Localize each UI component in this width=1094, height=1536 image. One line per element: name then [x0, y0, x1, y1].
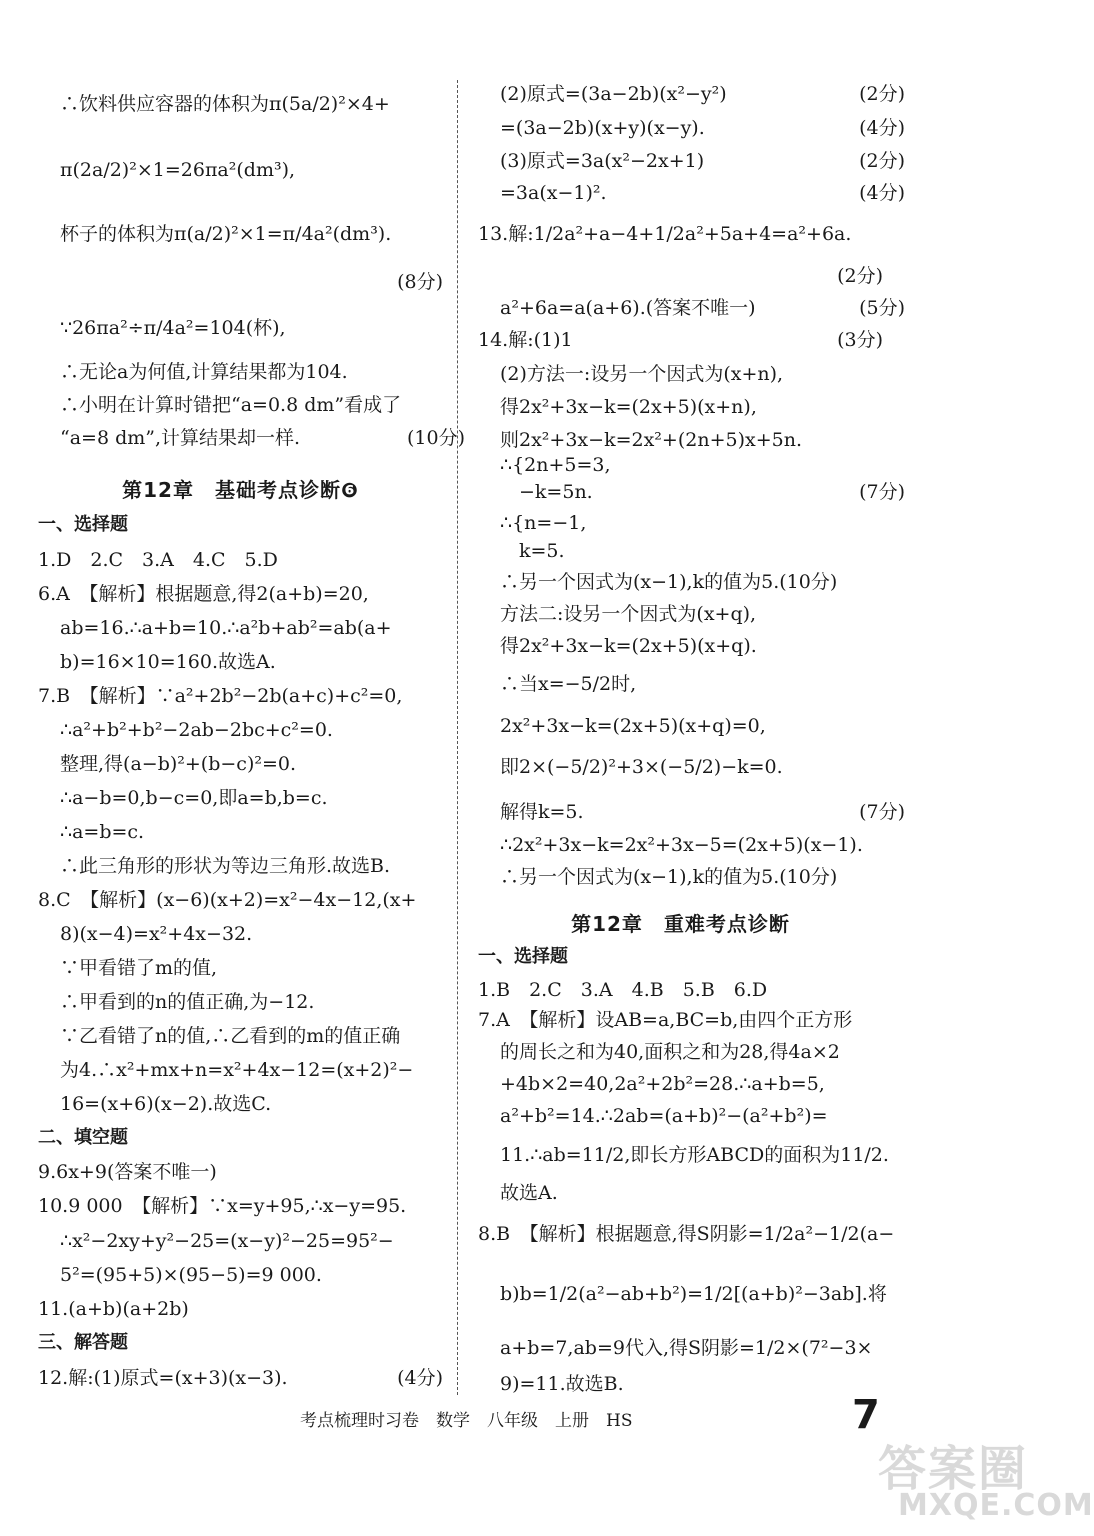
line-text: 12.解:(1)原式=(x+3)(x−3). [38, 1367, 288, 1389]
line-text: 一、选择题 [38, 514, 128, 535]
answer-line [38, 1263, 465, 1287]
answer-line [38, 1297, 443, 1321]
line-text: 10.9 000 【解析】∵x=y+95,∴x−y=95. [38, 1195, 407, 1217]
line-text: a+b=7,ab=9代入,得S阴影=1/2×(7²−3× [500, 1337, 873, 1359]
line-text: b)b=1/2(a²−ab+b²)=1/2[(a+b)²−3ab].将 [500, 1283, 887, 1305]
answer-line [478, 428, 905, 452]
score-mark: (7分) [859, 801, 905, 823]
answer-line [478, 296, 905, 320]
answer-line [478, 1143, 905, 1167]
answer-line [478, 1282, 905, 1306]
answer-line [478, 395, 905, 419]
score-mark: (4分) [859, 182, 905, 204]
line-text: ∵26πa²÷π/4a²=104(杯), [60, 317, 286, 339]
score-mark: (3分) [837, 329, 883, 351]
answer-line [38, 854, 465, 878]
answer-line [478, 800, 905, 824]
line-text: 13.解:1/2a²+a−4+1/2a²+5a+4=a²+6a. [478, 223, 852, 245]
answer-line [478, 1181, 905, 1205]
line-text: 得2x²+3x−k=(2x+5)(x+q). [500, 635, 757, 657]
line-text: ∴当x=−5/2时, [500, 673, 637, 695]
answer-line [38, 820, 465, 844]
page-number: 7 [852, 1392, 880, 1438]
answer-line [38, 222, 465, 246]
watermark-logo [878, 1430, 1094, 1530]
line-text: ∴另一个因式为(x−1),k的值为5.(10分) [500, 866, 838, 888]
line-text: 得2x²+3x−k=(2x+5)(x+n), [500, 396, 757, 418]
line-text: (2)原式=(3a−2b)(x²−y²) [500, 83, 727, 105]
answer-line [478, 602, 905, 626]
line-text: 16=(x+6)(x−2).故选C. [60, 1093, 272, 1115]
line-text: “a=8 dm”,计算结果却一样. [60, 427, 301, 449]
answer-line [38, 888, 443, 912]
chapter-heading [38, 478, 443, 502]
answer-line [38, 752, 465, 776]
score-mark: (2分) [859, 150, 905, 172]
answer-line [478, 511, 905, 535]
answer-line [478, 453, 905, 477]
line-text: 三、解答题 [38, 1332, 128, 1353]
answer-line [478, 978, 883, 1002]
line-text: ∴x²−2xy+y²−25=(x−y)²−25=95²− [60, 1230, 394, 1252]
line-text: ∴a²+b²+b²−2ab−2bc+c²=0. [60, 719, 333, 741]
line-text: 9.6x+9(答案不唯一) [38, 1161, 217, 1183]
line-text: b)=16×10=160.故选A. [60, 651, 276, 673]
line-text: ∴小明在计算时错把“a=0.8 dm”看成了 [60, 394, 402, 416]
line-text: 14.解:(1)1 [478, 329, 573, 351]
answer-line [478, 116, 905, 140]
line-text: 故选A. [500, 1182, 558, 1204]
line-text: ∴另一个因式为(x−1),k的值为5.(10分) [500, 571, 838, 593]
line-text: 整理,得(a−b)²+(b−c)²=0. [60, 753, 297, 775]
line-text: 8.B 【解析】根据题意,得S阴影=1/2a²−1/2(a− [478, 1223, 895, 1245]
answer-line [38, 92, 465, 116]
answer-line [38, 956, 465, 980]
chapter-heading [478, 912, 883, 936]
line-text: 的周长之和为40,面积之和为28,得4a×2 [500, 1041, 840, 1063]
line-text: k=5. [500, 540, 565, 562]
line-text: ∵乙看错了n的值,∴乙看到的m的值正确 [60, 1025, 401, 1047]
watermark-text: 答案圈 [878, 1441, 1029, 1497]
answer-line [478, 181, 905, 205]
line-text: ∴此三角形的形状为等边三角形.故选B. [60, 855, 391, 877]
answer-line [478, 1372, 905, 1396]
line-text: ∴无论a为何值,计算结果都为104. [60, 361, 348, 383]
line-text: 5²=(95+5)×(95−5)=9 000. [60, 1264, 322, 1286]
answer-line [38, 616, 465, 640]
answer-line [38, 360, 465, 384]
line-text: 7.A 【解析】设AB=a,BC=b,由四个正方形 [478, 1009, 853, 1031]
line-text: ∵甲看错了m的值, [60, 957, 218, 979]
answer-line [478, 480, 905, 504]
line-text: 第12章 基础考点诊断❻ [122, 478, 359, 502]
answer-line [38, 1229, 465, 1253]
line-text: π(2a/2)²×1=26πa²(dm³), [60, 159, 296, 181]
line-text: 为4.∴x²+mx+n=x²+4x−12=(x+2)²− [60, 1059, 414, 1081]
line-text: 1.B 2.C 3.A 4.B 5.B 6.D [478, 979, 768, 1001]
answer-line [38, 426, 465, 450]
line-text: 即2×(−5/2)²+3×(−5/2)−k=0. [500, 756, 783, 778]
score-mark: (2分) [859, 83, 905, 105]
line-text: 11.(a+b)(a+2b) [38, 1298, 189, 1320]
line-text: ab=16.∴a+b=10.∴a²b+ab²=ab(a+ [60, 617, 392, 639]
line-text: 7.B 【解析】∵a²+2b²−2b(a+c)+c²=0, [38, 685, 403, 707]
answer-line [38, 1160, 443, 1184]
answer-line [478, 1104, 905, 1128]
line-text: 解得k=5. [500, 801, 584, 823]
line-text: a²+6a=a(a+6).(答案不唯一) [500, 297, 756, 319]
answer-line [478, 1008, 883, 1032]
line-text: 杯子的体积为π(a/2)²×1=π/4a²(dm³). [60, 223, 392, 245]
line-text: (3)原式=3a(x²−2x+1) [500, 150, 705, 172]
answer-line [478, 865, 905, 889]
line-text: −k=5n. [500, 481, 593, 503]
answer-line [478, 570, 905, 594]
line-text: 方法二:设另一个因式为(x+q), [500, 603, 757, 625]
answer-line [478, 672, 905, 696]
answer-line [38, 650, 465, 674]
line-text: 二、填空题 [38, 1127, 128, 1148]
score-mark: (10分) [406, 427, 465, 449]
line-text: ∴{n=−1, [500, 512, 587, 534]
line-text: ∴a=b=c. [60, 821, 145, 843]
score-mark: (4分) [397, 1367, 443, 1389]
score-mark: (5分) [859, 297, 905, 319]
line-text: 8)(x−4)=x²+4x−32. [60, 923, 253, 945]
score-mark: (8分) [397, 271, 443, 293]
answer-line [38, 548, 443, 572]
answer-line [478, 1072, 905, 1096]
answer-line [478, 634, 905, 658]
answer-line [38, 316, 465, 340]
line-text: ∴{2n+5=3, [500, 454, 611, 476]
score-mark: (2分) [837, 265, 883, 287]
score-mark: (4分) [859, 117, 905, 139]
answer-line [478, 1222, 895, 1246]
answer-line [478, 539, 905, 563]
answer-line [38, 718, 465, 742]
answer-line [478, 1040, 905, 1064]
line-text: ∴a−b=0,b−c=0,即a=b,b=c. [60, 787, 328, 809]
answer-line [478, 82, 905, 106]
section-heading [38, 1126, 443, 1150]
answer-line [478, 149, 905, 173]
answer-line [478, 1336, 905, 1360]
answer-line [38, 786, 465, 810]
answer-line [38, 990, 465, 1014]
line-text: =(3a−2b)(x+y)(x−y). [500, 117, 705, 139]
line-text: ∴甲看到的n的值正确,为−12. [60, 991, 315, 1013]
line-text: 9)=11.故选B. [500, 1373, 624, 1395]
line-text: 11.∴ab=11/2,即长方形ABCD的面积为11/2. [500, 1144, 889, 1166]
line-text: 一、选择题 [478, 946, 568, 967]
line-text: 8.C 【解析】(x−6)(x+2)=x²−4x−12,(x+ [38, 889, 417, 911]
answer-line [478, 755, 905, 779]
line-text: a²+b²=14.∴2ab=(a+b)²−(a²+b²)= [500, 1105, 828, 1127]
answer-line [38, 582, 443, 606]
answer-line [478, 714, 905, 738]
footer-caption: 考点梳理时习卷 数学 八年级 上册 HS [300, 1411, 633, 1431]
line-text: 6.A 【解析】根据题意,得2(a+b)=20, [38, 583, 369, 605]
section-heading [38, 1331, 443, 1355]
line-text: +4b×2=40,2a²+2b²=28.∴a+b=5, [500, 1073, 825, 1095]
section-heading [478, 945, 883, 969]
line-text: 2x²+3x−k=(2x+5)(x+q)=0, [500, 715, 766, 737]
watermark-url: MXQE.COM [898, 1488, 1094, 1523]
line-text: (2)方法一:设另一个因式为(x+n), [500, 363, 784, 385]
line-text: 1.D 2.C 3.A 4.C 5.D [38, 549, 278, 571]
answer-line [478, 362, 905, 386]
line-text: ∴2x²+3x−k=2x²+3x−5=(2x+5)(x−1). [500, 834, 863, 856]
answer-line [478, 222, 883, 246]
answer-line [38, 1092, 465, 1116]
answer-line [478, 833, 905, 857]
section-heading [38, 513, 443, 537]
answer-line [38, 393, 465, 417]
answer-line [38, 1194, 443, 1218]
line-text: ∴饮料供应容器的体积为π(5a/2)²×4+ [60, 93, 390, 115]
answer-line [38, 1366, 443, 1390]
answer-line [38, 1024, 465, 1048]
score-mark: (7分) [859, 481, 905, 503]
answer-line [38, 1058, 465, 1082]
answer-line [38, 922, 465, 946]
line-text: =3a(x−1)². [500, 182, 607, 204]
line-text: 则2x²+3x−k=2x²+(2n+5)x+5n. [500, 429, 802, 451]
line-text: 第12章 重难考点诊断 [571, 912, 790, 936]
answer-line [478, 328, 883, 352]
answer-line [38, 684, 443, 708]
answer-line [38, 158, 465, 182]
column-divider [457, 80, 458, 1395]
